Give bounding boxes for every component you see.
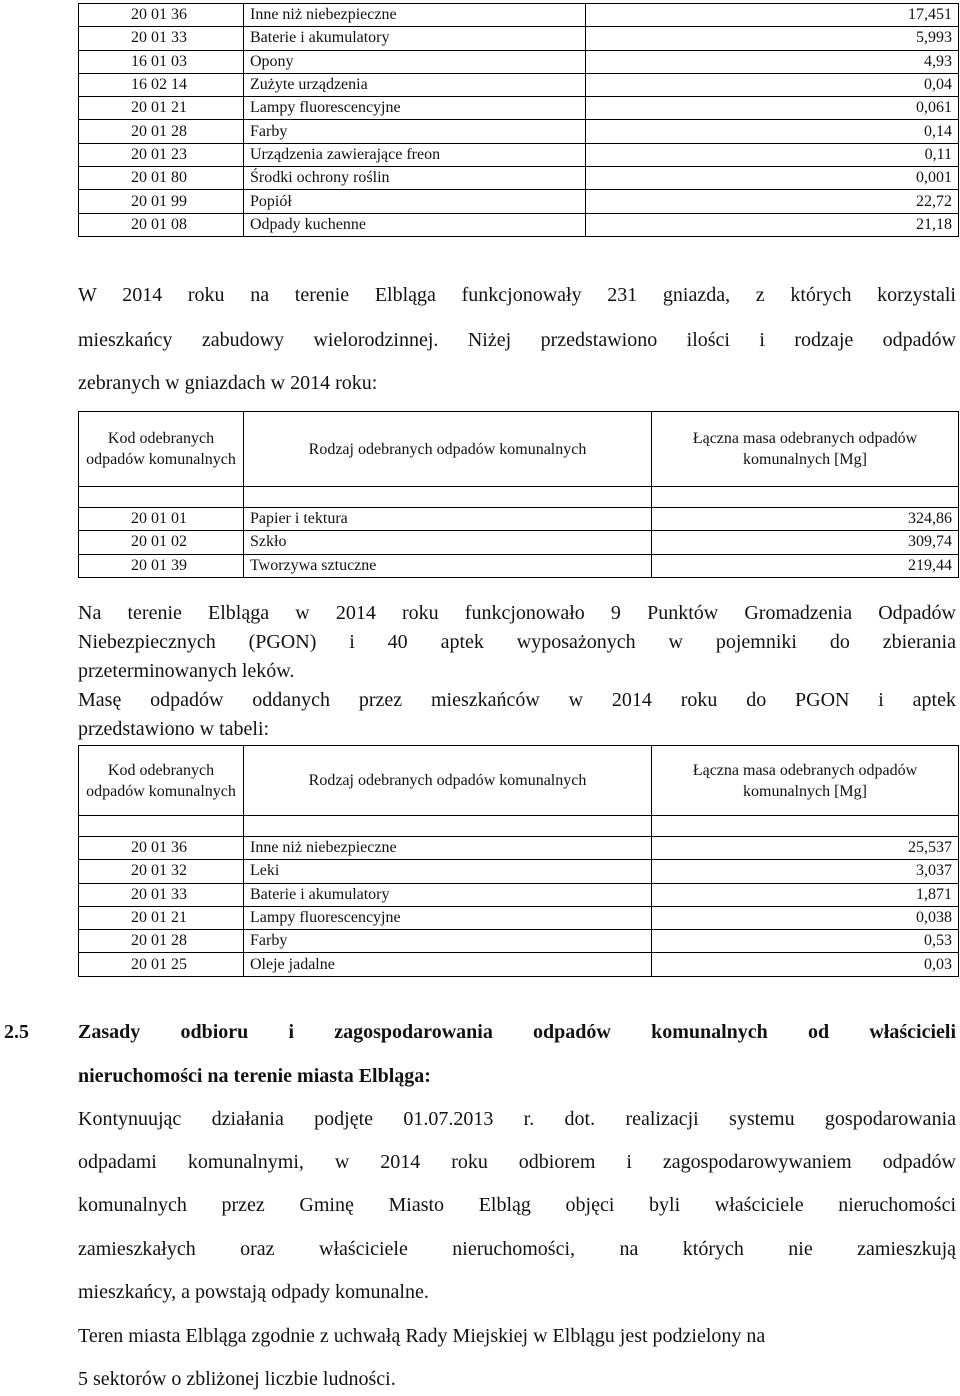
table-row xyxy=(79,531,959,554)
table-row xyxy=(79,190,959,213)
header-mass: Łączna masa odebranych odpadów komunalnych [Mg] xyxy=(652,412,959,487)
para1-line3: zebranych w gniazdach w 2014 roku: xyxy=(78,372,378,394)
cell-mass: 0,001 xyxy=(586,167,959,190)
cell-mass: 324,86 xyxy=(652,508,959,531)
cell-code: 16 02 14 xyxy=(79,73,244,96)
table-row xyxy=(79,73,959,96)
cell-code: 20 01 33 xyxy=(79,27,244,50)
waste-table-gniazda xyxy=(78,411,959,578)
cell-code: 20 01 01 xyxy=(79,508,244,531)
cell-code: 16 01 03 xyxy=(79,50,244,73)
table-row xyxy=(79,860,959,883)
table-row xyxy=(79,50,959,73)
cell-mass: 5,993 xyxy=(586,27,959,50)
cell-mass: 1,871 xyxy=(652,883,959,906)
para3-line5: mieszkańcy, a powstają odpady komunalne. xyxy=(78,1281,429,1303)
header-code: Kod odebranych odpadów komunalnych xyxy=(79,746,244,816)
cell-code: 20 01 36 xyxy=(79,837,244,860)
header-mass: Łączna masa odebranych odpadów komunalnych [Mg] xyxy=(652,746,959,816)
cell-code: 20 01 02 xyxy=(79,531,244,554)
cell-type: Opony xyxy=(244,50,586,73)
header-type: Rodzaj odebranych odpadów komunalnych xyxy=(244,412,652,487)
table-row xyxy=(79,97,959,120)
table-row xyxy=(79,27,959,50)
header-type: Rodzaj odebranych odpadów komunalnych xyxy=(244,746,652,816)
para1-line2: mieszkańcy zabudowy wielorodzinnej. Niżej przedstawiono ilości i rodzaje odpadów xyxy=(78,329,956,351)
cell-type: Popiół xyxy=(244,190,586,213)
cell-code: 20 01 21 xyxy=(79,97,244,120)
para2-line5: przedstawiono w tabeli: xyxy=(78,718,270,740)
table-row xyxy=(79,143,959,166)
cell-type: Farby xyxy=(244,930,652,953)
cell-mass: 219,44 xyxy=(652,554,959,577)
cell-code: 20 01 99 xyxy=(79,190,244,213)
section-number: 2.5 xyxy=(4,1021,29,1043)
cell-type: Baterie i akumulatory xyxy=(244,27,586,50)
cell-mass: 0,14 xyxy=(586,120,959,143)
cell-type: Inne niż niebezpieczne xyxy=(244,4,586,27)
cell-code: 20 01 23 xyxy=(79,143,244,166)
cell-code: 20 01 08 xyxy=(79,213,244,236)
section-title-line1: Zasady odbioru i zagospodarowania odpadów komunalnych od właścicieli xyxy=(78,1021,956,1043)
table-row xyxy=(79,554,959,577)
cell-type: Tworzywa sztuczne xyxy=(244,554,652,577)
para2-line3: przeterminowanych leków. xyxy=(78,660,295,682)
cell-mass: 3,037 xyxy=(652,860,959,883)
cell-type: Inne niż niebezpieczne xyxy=(244,837,652,860)
para2-line4: Masę odpadów oddanych przez mieszkańców w 2014 roku do PGON i aptek xyxy=(78,689,956,711)
cell-mass: 0,04 xyxy=(586,73,959,96)
cell-code: 20 01 36 xyxy=(79,4,244,27)
cell-type: Baterie i akumulatory xyxy=(244,883,652,906)
cell-code: 20 01 32 xyxy=(79,860,244,883)
para2-line2: Niebezpiecznych (PGON) i 40 aptek wyposażonych w pojemniki do zbierania xyxy=(78,631,956,653)
table-row xyxy=(79,930,959,953)
table-row xyxy=(79,906,959,929)
cell-type: Lampy fluorescencyjne xyxy=(244,97,586,120)
cell-type: Farby xyxy=(244,120,586,143)
cell-mass: 0,53 xyxy=(652,930,959,953)
cell-code: 20 01 25 xyxy=(79,953,244,976)
cell-mass: 0,061 xyxy=(586,97,959,120)
cell-mass: 25,537 xyxy=(652,837,959,860)
cell-type: Szkło xyxy=(244,531,652,554)
table-row xyxy=(79,120,959,143)
table-row xyxy=(79,837,959,860)
cell-mass: 309,74 xyxy=(652,531,959,554)
table-row xyxy=(79,953,959,976)
para3-line3: komunalnych przez Gminę Miasto Elbląg objęci byli właściciele nieruchomości xyxy=(78,1194,956,1216)
cell-mass: 4,93 xyxy=(586,50,959,73)
para3-line2: odpadami komunalnymi, w 2014 roku odbiorem i zagospodarowywaniem odpadów xyxy=(78,1151,956,1173)
para2-line1: Na terenie Elbląga w 2014 roku funkcjonowało 9 Punktów Gromadzenia Odpadów xyxy=(78,602,956,624)
cell-code: 20 01 28 xyxy=(79,930,244,953)
para4-line1: Teren miasta Elbląga zgodnie z uchwałą Rady Miejskiej w Elblągu jest podzielony na xyxy=(78,1325,766,1347)
waste-table-top xyxy=(78,3,959,237)
cell-mass: 17,451 xyxy=(586,4,959,27)
table-row xyxy=(79,883,959,906)
cell-mass: 0,03 xyxy=(652,953,959,976)
para3-line1: Kontynuując działania podjęte 01.07.2013 r. dot. realizacji systemu gospodarowania xyxy=(78,1108,956,1130)
cell-mass: 22,72 xyxy=(586,190,959,213)
cell-code: 20 01 39 xyxy=(79,554,244,577)
header-code: Kod odebranych odpadów komunalnych xyxy=(79,412,244,487)
cell-type: Oleje jadalne xyxy=(244,953,652,976)
table-row xyxy=(79,167,959,190)
para3-line4: zamieszkałych oraz właściciele nieruchomości, na których nie zamieszkują xyxy=(78,1238,956,1260)
para4-line2: 5 sektorów o zbliżonej liczbie ludności. xyxy=(78,1368,396,1390)
waste-table-pgon xyxy=(78,745,959,977)
section-title-line2: nieruchomości na terenie miasta Elbląga: xyxy=(78,1065,431,1087)
cell-type: Środki ochrony roślin xyxy=(244,167,586,190)
cell-mass: 21,18 xyxy=(586,213,959,236)
cell-code: 20 01 21 xyxy=(79,906,244,929)
cell-type: Lampy fluorescencyjne xyxy=(244,906,652,929)
para1-line1: W 2014 roku na terenie Elbląga funkcjonowały 231 gniazda, z których korzystali xyxy=(78,284,956,306)
table-row xyxy=(79,213,959,236)
cell-code: 20 01 28 xyxy=(79,120,244,143)
cell-mass: 0,038 xyxy=(652,906,959,929)
cell-type: Urządzenia zawierające freon xyxy=(244,143,586,166)
cell-type: Odpady kuchenne xyxy=(244,213,586,236)
cell-code: 20 01 80 xyxy=(79,167,244,190)
table-row xyxy=(79,508,959,531)
cell-type: Papier i tektura xyxy=(244,508,652,531)
cell-type: Leki xyxy=(244,860,652,883)
cell-code: 20 01 33 xyxy=(79,883,244,906)
cell-mass: 0,11 xyxy=(586,143,959,166)
cell-type: Zużyte urządzenia xyxy=(244,73,586,96)
table-row xyxy=(79,4,959,27)
